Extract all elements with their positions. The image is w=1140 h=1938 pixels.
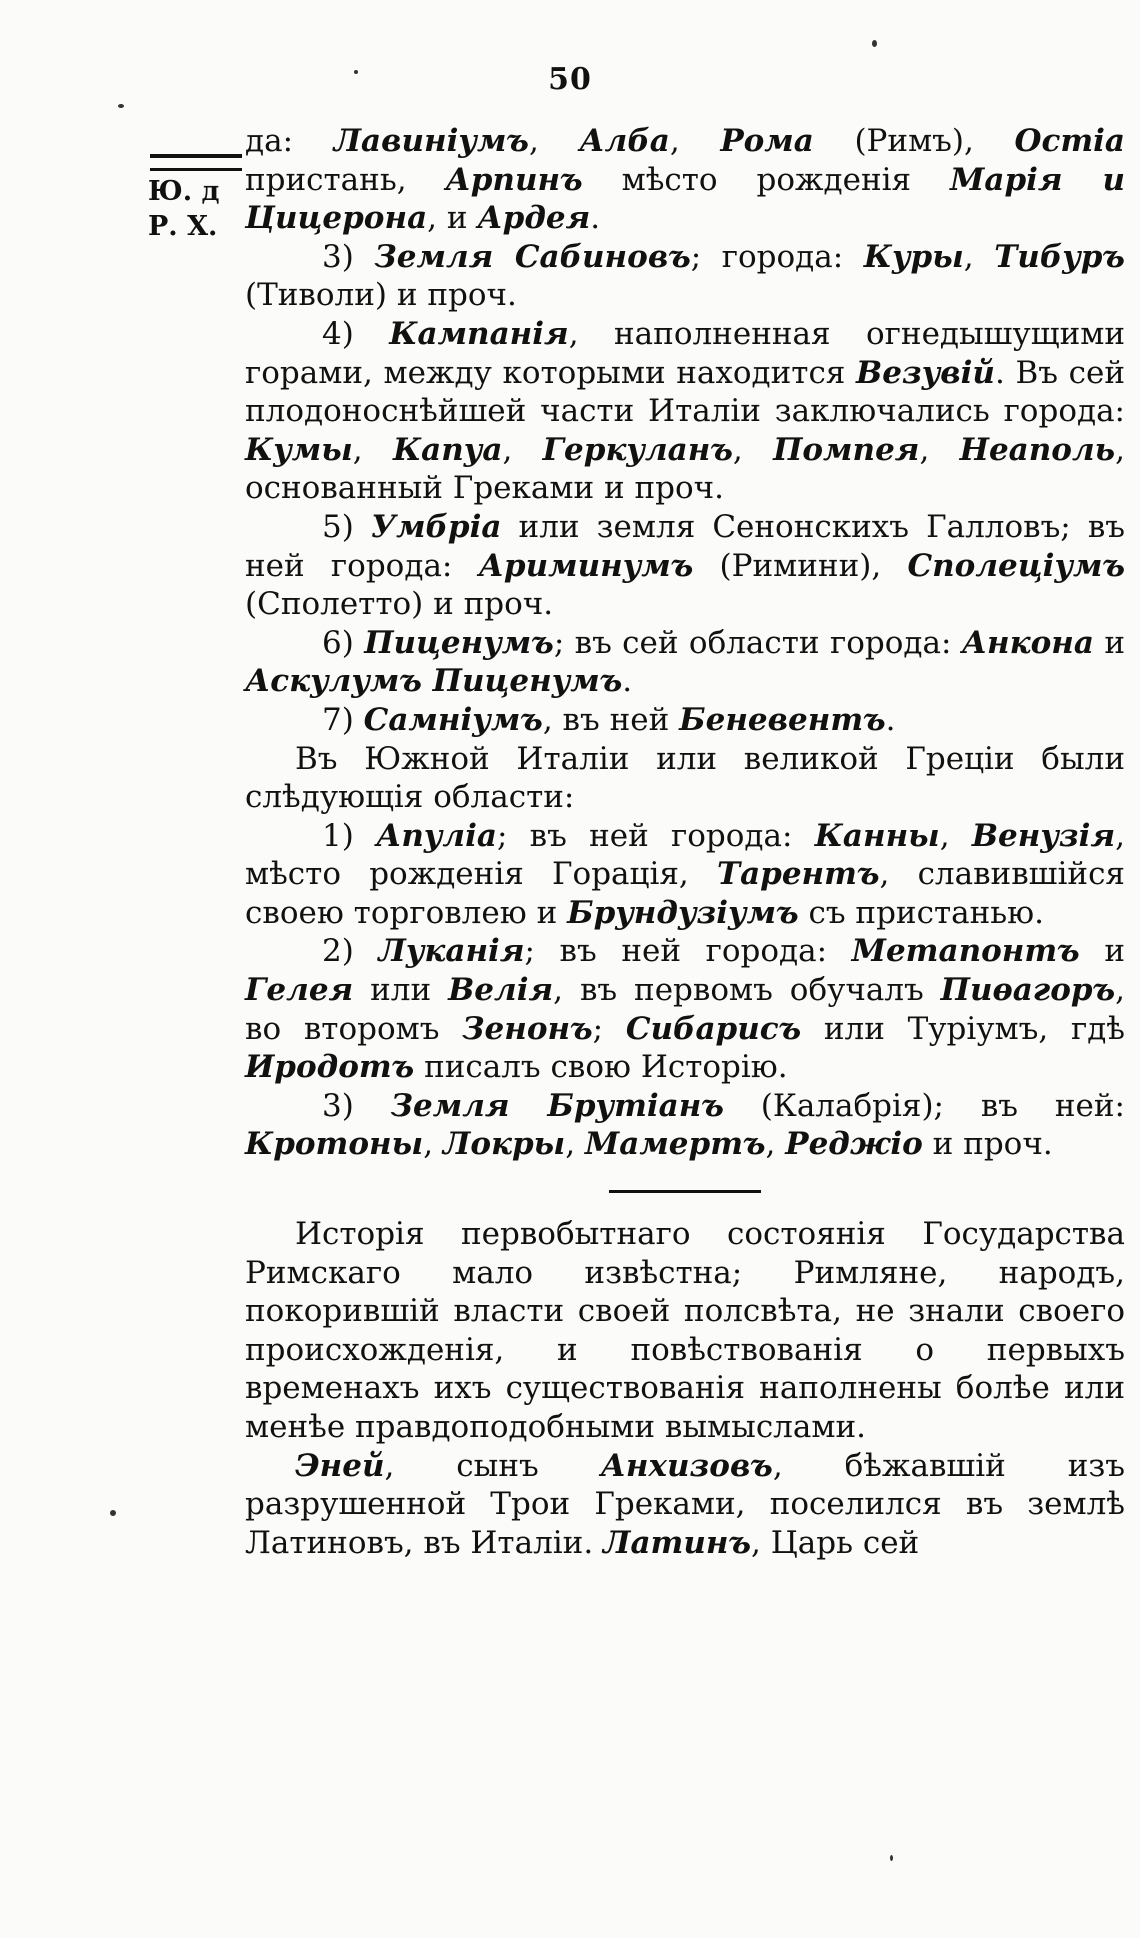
place-name: Неаполь — [959, 431, 1116, 468]
text-run: . — [622, 663, 633, 700]
text-run: , — [732, 431, 774, 468]
text-run: , Царь сей — [751, 1524, 920, 1561]
region-name: Кампанія — [389, 315, 569, 352]
place-name: Ардея — [477, 200, 591, 237]
place-name: Кумы — [245, 431, 353, 468]
place-name: Аскулумъ Пиценумъ — [245, 663, 623, 700]
text-run: . — [885, 701, 896, 738]
scan-speck — [110, 1510, 116, 1516]
text-run: , славившійся своею торговлею и — [245, 856, 1125, 931]
paragraph-apulia — [245, 817, 1125, 933]
place-name: Рома — [720, 123, 814, 159]
margin-rule — [150, 154, 242, 171]
text-run: (Калабрія); въ ней: — [723, 1087, 1125, 1124]
body-text — [245, 122, 1125, 1562]
text-run: , во второмъ — [245, 972, 1125, 1047]
text-run: 7) — [322, 701, 364, 738]
margin-note-line1: Ю. д — [148, 176, 220, 207]
person-name: Латинъ — [603, 1524, 752, 1561]
text-run: , — [669, 123, 721, 159]
paragraph-picenum — [245, 624, 1125, 701]
place-name: Помпея — [773, 431, 920, 468]
place-name: Реджіо — [785, 1126, 923, 1163]
place-name: Капуа — [392, 431, 503, 468]
text-run: да: — [245, 123, 334, 159]
text-run: . — [590, 200, 601, 237]
text-run: (Сполетто) и проч. — [245, 586, 554, 623]
place-name: Велія — [448, 972, 554, 1009]
paragraph-roman-history: Исторія первобытнаго состоянія Государства Римскаго мало извѣстна; Римляне, народъ, покорившій власти своей полсвѣта, не знали своего происхожденія, и повѣствованія о первыхъ временахъ ихъ существованія наполнены болѣе или менѣе правдоподобными вымыслами. — [245, 1216, 1125, 1445]
paragraph-lucania — [245, 932, 1125, 1086]
scan-speck — [872, 40, 877, 47]
text-run: , — [963, 238, 995, 275]
place-name: Беневентъ — [679, 701, 886, 738]
text-run: ; въ ней города: — [496, 817, 815, 854]
text-run: 3) — [322, 238, 375, 275]
text-run: , и — [427, 200, 478, 237]
place-name: Гелея — [245, 972, 354, 1009]
place-name: Остіа — [1014, 123, 1126, 159]
text-run: и — [1093, 624, 1126, 661]
scan-speck — [118, 104, 124, 108]
place-name: Мамертъ — [584, 1126, 766, 1163]
place-name: Сибарисъ — [625, 1010, 802, 1047]
text-run: , — [765, 1126, 786, 1163]
text-run: пристань, — [245, 161, 446, 198]
place-name: Метапонтъ — [851, 933, 1080, 970]
region-name: Земля Сабиновъ — [374, 238, 691, 275]
paragraph-aeneas — [245, 1447, 1125, 1563]
person-name: Пиѳагоръ — [940, 972, 1116, 1009]
text-run: ; въ ней города: — [524, 933, 852, 970]
place-name: Кротоны — [245, 1126, 424, 1163]
paragraph-bruttium — [245, 1087, 1125, 1164]
place-name: Канны — [814, 817, 940, 854]
text-run: 5) — [322, 508, 371, 545]
place-name: Везувій — [856, 354, 995, 391]
place-name: Анкона — [961, 624, 1094, 661]
region-name: Земля Брутіанъ — [390, 1087, 724, 1124]
text-run: или земля Сенонскихъ Галловъ; въ ней города: — [245, 508, 1125, 584]
place-name: Куры — [863, 238, 964, 275]
text-run: , — [423, 1126, 443, 1163]
text-run: 3) — [322, 1087, 391, 1124]
text-run: . Въ сей плодоноснѣйшей части Италіи заключались города: — [245, 354, 1125, 430]
text-run: и — [1079, 933, 1125, 970]
text-run: , — [565, 1126, 585, 1163]
text-run: писалъ свою Исторію. — [414, 1049, 788, 1086]
person-name: Зенонъ — [462, 1010, 593, 1047]
section-divider — [609, 1190, 761, 1193]
place-name: Геркуланъ — [542, 431, 733, 468]
text-run: (Римини), — [693, 547, 908, 584]
margin-note-line2: Р. Х. — [148, 211, 218, 242]
place-name: Сполеціумъ — [907, 547, 1125, 584]
text-run: ; — [592, 1010, 626, 1047]
place-name: Арпинъ — [445, 161, 583, 198]
place-name: Ариминумъ — [478, 547, 694, 584]
place-name: Венузія — [971, 817, 1116, 854]
place-name: Локры — [442, 1126, 566, 1163]
paragraph-latium-cities — [245, 122, 1125, 238]
text-run: 2) — [322, 933, 379, 970]
text-run: , сынъ — [384, 1447, 601, 1484]
paragraph-sabines — [245, 238, 1125, 315]
region-name: Луканія — [378, 933, 525, 970]
person-name: Анхизовъ — [600, 1447, 773, 1484]
scan-speck — [890, 1855, 893, 1861]
page-number: 50 — [548, 62, 592, 97]
place-name: Тарентъ — [717, 856, 880, 893]
text-run: съ пристанью. — [798, 894, 1044, 931]
region-name: Апуліа — [376, 817, 497, 854]
place-name: Марія и Цицерона — [245, 161, 1125, 237]
text-run: , мѣсто рожденія Горація, — [245, 817, 1125, 893]
region-name: Самніумъ — [363, 701, 543, 738]
person-name: Эней — [295, 1447, 385, 1484]
place-name: Тибуръ — [994, 238, 1125, 275]
text-run: мѣсто рожденія — [582, 161, 951, 198]
text-run: , — [352, 431, 393, 468]
text-run: или — [353, 972, 449, 1009]
place-name: Лавиніумъ — [333, 123, 529, 159]
text-run: (Тиволи) и проч. — [245, 277, 517, 314]
text-run: ; въ сей области города: — [553, 624, 962, 661]
region-name: Умбріа — [370, 508, 502, 545]
paragraph-campania — [245, 315, 1125, 508]
text-run: ; города: — [690, 238, 864, 275]
text-run: , бѣжавшій изъ разрушенной Трои Греками, поселился въ землѣ Латиновъ, въ Италіи. — [245, 1447, 1125, 1561]
person-name: Иродотъ — [245, 1049, 415, 1086]
scan-speck — [354, 70, 358, 74]
text-run: 6) — [322, 624, 365, 661]
text-run: 4) — [322, 315, 390, 352]
text-run: или Туріумъ, гдѣ — [801, 1010, 1125, 1047]
text-run: , — [528, 123, 580, 159]
text-run: , наполненная огнедышущими горами, между которыми находится — [245, 315, 1125, 391]
text-run: , — [939, 817, 972, 854]
text-run: и проч. — [922, 1126, 1053, 1163]
text-run: , въ первомъ обучалъ — [553, 972, 941, 1009]
place-name: Алба — [579, 123, 670, 159]
text-run: , — [919, 431, 960, 468]
paragraph-southern-italy: Въ Южной Италіи или великой Греціи были слѣдующія области: — [245, 740, 1125, 816]
region-name: Пиценумъ — [364, 624, 554, 661]
place-name: Брундузіумъ — [567, 894, 799, 931]
paragraph-umbria — [245, 508, 1125, 624]
text-run: , — [502, 431, 543, 468]
text-run: 1) — [322, 817, 377, 854]
text-run: (Римъ), — [813, 123, 1015, 159]
text-run: , основанный Греками и проч. — [245, 431, 1125, 507]
text-run: , въ ней — [542, 701, 680, 738]
paragraph-samnium — [245, 701, 1125, 740]
